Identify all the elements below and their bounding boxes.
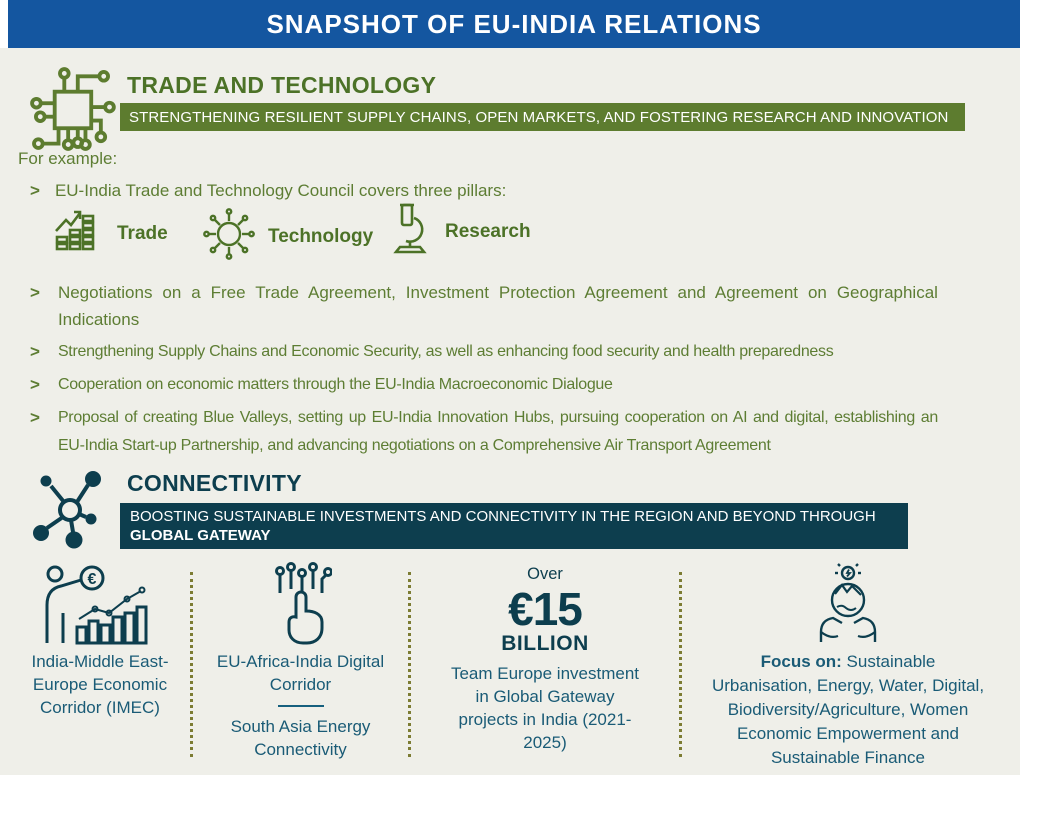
imec-text: India-Middle East-Europe Economic Corridor (IMEC) bbox=[31, 652, 169, 717]
divider-line bbox=[278, 705, 324, 707]
bullet-item bbox=[30, 404, 942, 460]
investment-amount: €15 bbox=[508, 583, 582, 635]
trade-section-heading: TRADE AND TECHNOLOGY bbox=[127, 72, 437, 98]
header-bar bbox=[8, 0, 1020, 48]
investment-description: Team Europe investment in Global Gateway projects in India (2021-2025) bbox=[450, 664, 640, 752]
connectivity-banner-line2: GLOBAL GATEWAY bbox=[130, 527, 271, 544]
focus-column bbox=[682, 558, 1014, 775]
digital-corridor-column bbox=[193, 558, 408, 775]
imec-column bbox=[10, 558, 190, 775]
investment-qualifier: Over bbox=[527, 565, 563, 583]
pillar-technology-label: Technology bbox=[268, 225, 374, 247]
growth-bar-chart-icon bbox=[54, 208, 104, 259]
bullet-text: Cooperation on economic matters through the EU-India Macroeconomic Dialogue bbox=[57, 376, 613, 393]
bullet-item bbox=[30, 371, 942, 399]
trade-section-banner: STRENGTHENING RESILIENT SUPPLY CHAINS, OPEN MARKETS, AND FOSTERING RESEARCH AND INNOVATION bbox=[120, 103, 965, 131]
bullet-item bbox=[30, 279, 942, 333]
bullet-arrow: > bbox=[30, 342, 40, 361]
circuit-chip-icon bbox=[22, 62, 122, 161]
investor-euro-chart-icon bbox=[39, 558, 161, 650]
bullet-text: Strengthening Supply Chains and Economic Security, as well as enhancing food security and health preparedness bbox=[57, 343, 834, 360]
pillar-research-label: Research bbox=[445, 220, 531, 242]
investment-unit: BILLION bbox=[501, 632, 589, 655]
council-bullet-text: EU-India Trade and Technology Council covers three pillars: bbox=[54, 181, 507, 200]
for-example-label: For example: bbox=[18, 149, 118, 168]
focus-body: Sustainable Urbanisation, Energy, Water, Digital, Biodiversity/Agriculture, Women Economic Empowerment and Sustainable Finance bbox=[711, 652, 985, 767]
pillar-trade-label: Trade bbox=[117, 222, 168, 244]
energy-connectivity-text: South Asia Energy Connectivity bbox=[230, 717, 371, 759]
touch-circuit-icon bbox=[270, 558, 332, 650]
connectivity-section-heading: CONNECTIVITY bbox=[127, 470, 302, 496]
connectivity-banner-line1: BOOSTING SUSTAINABLE INVESTMENTS AND CONNECTIVITY IN THE REGION AND BEYOND THROUGH bbox=[130, 508, 876, 525]
bullet-arrow: > bbox=[30, 375, 40, 394]
bullet-arrow: > bbox=[30, 283, 40, 302]
circuit-node-icon bbox=[203, 208, 255, 265]
focus-label: Focus on: bbox=[760, 652, 842, 671]
bullet-arrow: > bbox=[30, 408, 40, 427]
bullet-text: Negotiations on a Free Trade Agreement, Investment Protection Agreement and Agreement on Geographical Indications bbox=[57, 283, 938, 329]
microscope-icon bbox=[390, 202, 432, 261]
svg-text:€: € bbox=[87, 571, 97, 588]
page-title: SNAPSHOT OF EU-INDIA RELATIONS bbox=[266, 8, 762, 39]
bullet-text: Proposal of creating Blue Valleys, setting up EU-India Innovation Hubs, pursuing cooperation on AI and digital, establishing an EU-India Start-up Partnership, and advancing negotiations on a Comprehensive Air Transport Agreement bbox=[57, 409, 938, 454]
connectivity-columns bbox=[10, 558, 1014, 775]
connectivity-section-banner bbox=[120, 503, 908, 549]
trade-bullet-list bbox=[30, 279, 942, 460]
focus-text bbox=[710, 650, 986, 770]
pillar-research bbox=[390, 202, 531, 261]
bullet-arrow: > bbox=[30, 181, 40, 200]
council-bullet bbox=[30, 181, 506, 201]
pillar-technology bbox=[203, 208, 373, 265]
investment-column bbox=[411, 558, 679, 775]
pillar-trade bbox=[54, 208, 168, 259]
digital-corridor-text: EU-Africa-India Digital Corridor bbox=[216, 652, 385, 694]
hands-holding-globe-icon bbox=[806, 558, 890, 650]
pillars-row bbox=[0, 202, 700, 262]
bullet-item bbox=[30, 338, 942, 366]
network-molecule-icon bbox=[30, 466, 116, 557]
